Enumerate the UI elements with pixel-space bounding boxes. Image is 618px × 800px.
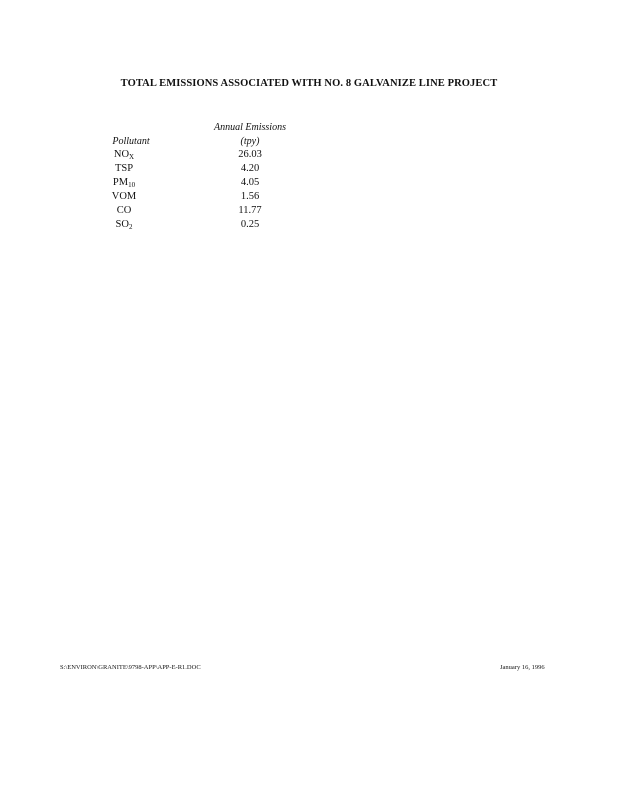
- emission-value-cell: 26.03: [238, 149, 262, 160]
- table-row: [0, 205, 618, 219]
- emission-value-cell: 0.25: [240, 219, 260, 230]
- pollutant-header: Pollutant: [112, 136, 150, 147]
- footer-date: January 16, 1996: [500, 664, 545, 671]
- table-row: [0, 149, 618, 163]
- table-row: [0, 177, 618, 191]
- pollutant-subscript: X: [129, 153, 135, 161]
- table-row: [0, 191, 618, 205]
- units-header: (tpy): [240, 136, 260, 147]
- pollutant-cell: $NO_X$: [113, 149, 135, 161]
- table-row: [0, 163, 618, 177]
- pollutant-cell: CO: [116, 205, 132, 216]
- emissions-table: [0, 149, 618, 233]
- table-row: [0, 219, 618, 233]
- emission-value-cell: 4.20: [240, 163, 260, 174]
- emission-value-cell: 11.77: [238, 205, 262, 216]
- emission-value-cell: 1.56: [240, 191, 260, 202]
- pollutant-subscript: 10: [128, 181, 136, 189]
- footer-file-path: S:\ENVIRON\GRANITE\9798-APP\APP-E-R1.DOC: [60, 664, 201, 671]
- pollutant-subscript: 2: [128, 223, 133, 231]
- annual-emissions-header: Annual Emissions: [214, 122, 286, 133]
- pollutant-cell: $PM_{10}$: [112, 177, 136, 189]
- pollutant-cell: VOM: [111, 191, 137, 202]
- emission-value-cell: 4.05: [240, 177, 260, 188]
- document-title: TOTAL EMISSIONS ASSOCIATED WITH NO. 8 GALVANIZE LINE PROJECT: [120, 78, 498, 89]
- pollutant-cell: $SO_2$: [115, 219, 133, 231]
- pollutant-cell: TSP: [114, 163, 134, 174]
